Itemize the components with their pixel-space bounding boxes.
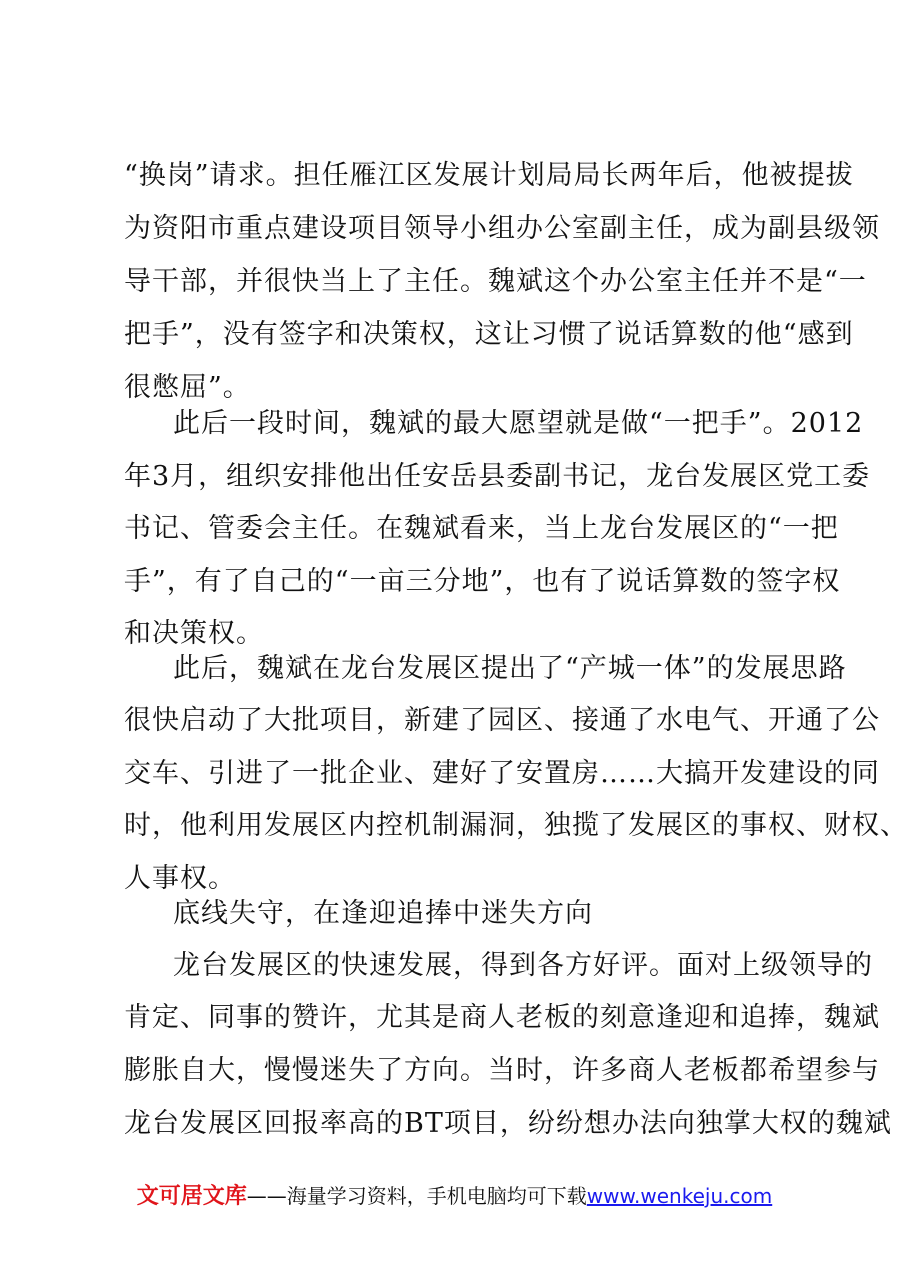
text-line: 为资阳市重点建设项目领导小组办公室副主任，成为副县级领 bbox=[124, 213, 880, 244]
text-line: 很憋屈”。 bbox=[124, 372, 251, 403]
text-line: 很快启动了大批项目，新建了园区、接通了水电气、开通了公 bbox=[124, 705, 880, 736]
text-line: 导干部，并很快当上了主任。魏斌这个办公室主任并不是“一 bbox=[124, 266, 867, 297]
text-line: 人事权。 bbox=[124, 863, 236, 894]
brand-name: 文可居文库 bbox=[136, 1184, 247, 1209]
footer-banner bbox=[0, 1181, 909, 1212]
text-line: 把手”，没有签字和决策权，这让习惯了说话算数的他“感到 bbox=[124, 319, 854, 350]
text-line: 龙台发展区回报率高的BT项目，纷纷想办法向独掌大权的魏斌 bbox=[124, 1108, 892, 1139]
text-line: “换岗”请求。担任雁江区发展计划局局长两年后，他被提拔 bbox=[124, 160, 854, 191]
text-line: 交车、引进了一批企业、建好了安置房……大搞开发建设的同 bbox=[124, 758, 880, 789]
text-line: 书记、管委会主任。在魏斌看来，当上龙台发展区的“一把 bbox=[124, 513, 839, 544]
text-line: 此后一段时间，魏斌的最大愿望就是做“一把手”。2012 bbox=[173, 408, 864, 439]
text-line: 肯定、同事的赞许，尤其是商人老板的刻意逢迎和追捧，魏斌 bbox=[124, 1002, 880, 1033]
text-line: 龙台发展区的快速发展，得到各方好评。面对上级领导的 bbox=[173, 950, 873, 981]
website-link[interactable]: www.wenkeju.com bbox=[586, 1184, 773, 1208]
text-line: 手”，有了自己的“一亩三分地”，也有了说话算数的签字权 bbox=[124, 566, 841, 597]
text-line: 时，他利用发展区内控机制漏洞，独揽了发展区的事权、财权、 bbox=[124, 810, 908, 841]
section-heading: 底线失守，在逢迎追捧中迷失方向 bbox=[173, 898, 593, 929]
text-line: 和决策权。 bbox=[124, 618, 264, 649]
text-line: 年3月，组织安排他出任安岳县委副书记，龙台发展区党工委 bbox=[124, 461, 871, 492]
footer-description: 海量学习资料，手机电脑均可下载 bbox=[286, 1184, 587, 1208]
footer-separator: —— bbox=[246, 1184, 287, 1208]
text-line: 膨胀自大，慢慢迷失了方向。当时，许多商人老板都希望参与 bbox=[124, 1055, 880, 1086]
text-line: 此后，魏斌在龙台发展区提出了“产城一体”的发展思路 bbox=[173, 653, 847, 684]
